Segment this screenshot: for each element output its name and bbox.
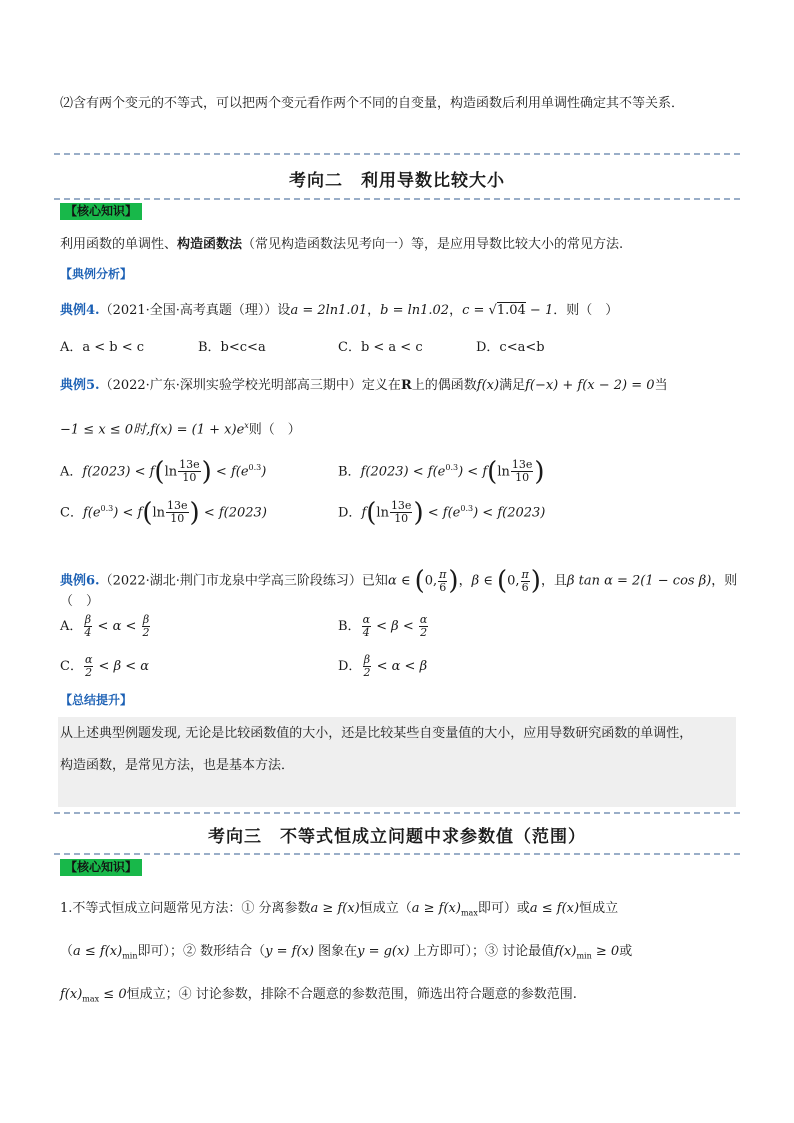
intro-line: ⑵含有两个变元的不等式，可以把两个变元看作两个不同的自变量，构造函数后利用单调性确定其不等关系．	[60, 96, 685, 111]
ex5-option-b[interactable]: B．$f(2023) < f(e^{0.3}) < f(\ln$ $\frac{13e}{10}$ )	[338, 456, 545, 487]
section3-para-line-1: 1.不等式恒成立问题常见方法：① 分离参数a ≥ f(x)恒成立（$a \ge f(x)_{max}$即可）或a ≤ f(x)恒成立	[60, 901, 619, 918]
summary-line-1: 从上述典型例题发现, 无论是比较函数值的大小，还是比较某些自变量值的大小，应用导数研究函数的单调性，	[60, 726, 693, 741]
divider-section3-top	[54, 812, 740, 814]
core-knowledge-tag: 【核心知识】	[60, 203, 142, 220]
core-knowledge-tag-2: 【核心知识】	[60, 859, 142, 876]
summary-tag: 【总结提升】	[60, 693, 133, 707]
ex4-option-d[interactable]: D．c<a<b	[476, 340, 545, 355]
ex5-option-d[interactable]: D．f(ln $\frac{13e}{10}$ ) < $f(e^{0.3}) < f(2023)$	[338, 497, 546, 528]
ex5-option-a[interactable]: A．f(2023) < f(ln $\frac{13e}{10}$ ) < $f(e^{0.3})$	[60, 456, 267, 487]
example-analysis-tag: 【典例分析】	[60, 267, 133, 281]
ex6-option-c[interactable]: C． $\frac{\alpha}{2}$ < β < α	[60, 653, 150, 679]
example6-stem: 典例6.（2022·湖北·荆门市龙泉中学高三阶段练习）已知α ∈ (0, $\frac{\pi}{6}$ )，β ∈ (0, $\frac{\pi}{6}$ )，且β tan α = 2(1 − cos β)，则	[60, 566, 738, 596]
divider-bottom	[54, 198, 740, 200]
ex4-option-a[interactable]: A．a < b < c	[60, 340, 145, 355]
core-text: 利用函数的单调性、构造函数法（常见构造函数法见考向一）等，是应用导数比较大小的常见方法.	[60, 237, 624, 252]
divider-section3-bottom	[54, 853, 740, 855]
divider-top	[54, 153, 740, 155]
example4-stem: 典例4.（2021·全国·高考真题（理））设a = 2ln1.01，b = ln1.02，c = √1.04 − 1．则（ ）	[60, 303, 619, 318]
ex6-option-d[interactable]: D． $\frac{\beta}{2}$ < α < β	[338, 653, 428, 679]
ex5-option-c[interactable]: C．$f(e^{0.3}) < f(\ln$ $\frac{13e}{10}$ ) < f(2023)	[60, 497, 267, 528]
summary-line-2: 构造函数，是常见方法，也是基本方法．	[60, 758, 295, 773]
ex6-option-b[interactable]: B． $\frac{\alpha}{4}$ < β < $\frac{\alpha}{2}$	[338, 613, 428, 639]
example6-paren: （ ）	[60, 594, 100, 609]
section3-para-line-2: （$a \le f(x)_{min}$即可）；② 数形结合（y = f(x) 图象在y = g(x) 上方即可）；③ 讨论最值$f(x)_{min} \ge 0$或	[60, 944, 633, 961]
section3-title: 考向三 不等式恒成立问题中求参数值（范围）	[208, 827, 586, 847]
example5-condition: −1 ≤ x ≤ 0时$,f(x) = (1 + x)e^x$则（ ）	[60, 421, 301, 438]
ex4-option-b[interactable]: B．b<c<a	[198, 340, 266, 355]
section2-title: 考向二 利用导数比较大小	[289, 171, 505, 191]
ex6-option-a[interactable]: A． $\frac{\beta}{4}$ < α < $\frac{\beta}{2}$	[60, 613, 150, 639]
section3-para-line-3: $f(x)_{max} \le 0$恒成立；④ 讨论参数，排除不合题意的参数范围，筛选出符合题意的参数范围.	[60, 987, 577, 1004]
example5-stem: 典例5.（2022·广东·深圳实验学校光明部高三期中）定义在R上的偶函数f(x)满足f(−x) + f(x − 2) = 0当	[60, 378, 668, 393]
ex4-option-c[interactable]: C．b < a < c	[338, 340, 423, 355]
